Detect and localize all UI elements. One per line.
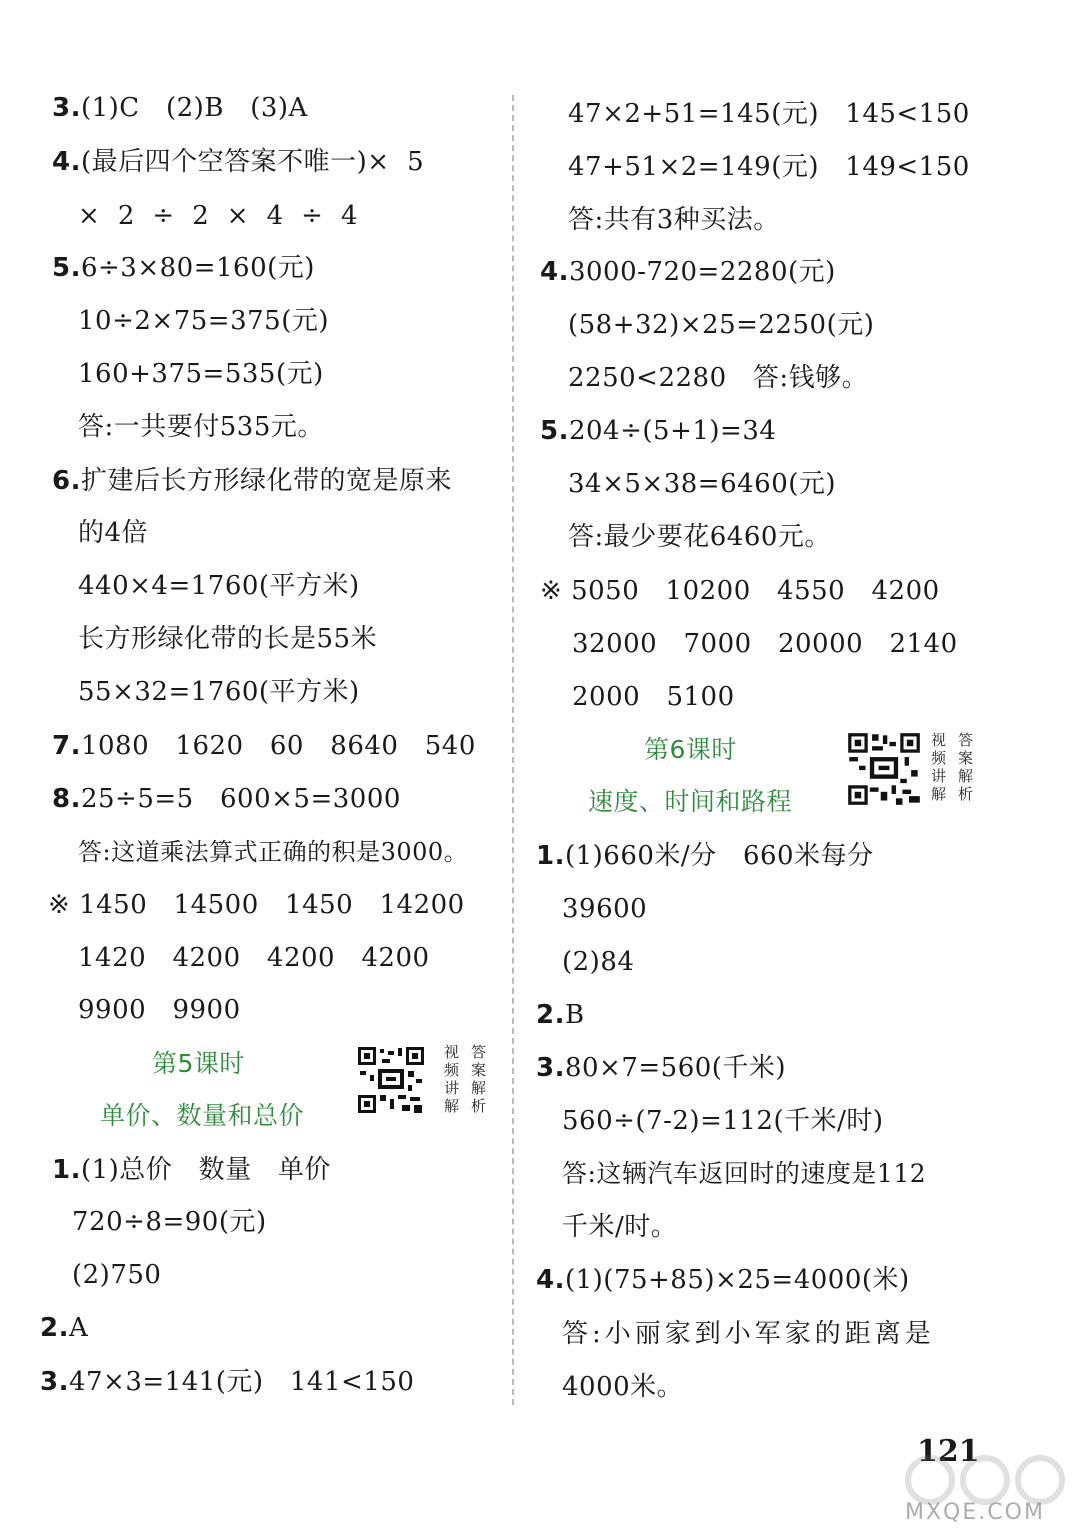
qr-code-icon (356, 1045, 426, 1115)
answer-line: 39600 (562, 894, 648, 924)
answer-line: 2000 5100 (572, 682, 735, 712)
answer-line: 4.3000-720=2280(元) (540, 257, 836, 287)
qr-label-video: 视频讲解 (930, 731, 946, 803)
lesson-topic: 单价、数量和总价 (100, 1101, 305, 1130)
answer-line: 1.(1)总价 数量 单价 (52, 1155, 331, 1185)
answer-line: 55×32=1760(平方米) (78, 677, 360, 707)
answer-line: 47+51×2=149(元) 149<150 (568, 152, 970, 182)
answer-line: 8.25÷5=5 600×5=3000 (52, 784, 401, 814)
answer-line: 的4倍 (78, 518, 149, 548)
answer-line: 560÷(7-2)=112(千米/时) (562, 1106, 884, 1136)
lesson-topic: 速度、时间和路程 (588, 787, 793, 816)
answer-line: 5.204÷(5+1)=34 (540, 416, 777, 446)
lesson-title: 第5课时 (152, 1049, 245, 1078)
answer-line: 34×5×38=6460(元) (568, 469, 837, 499)
qr-label-video: 视频讲解 (443, 1043, 459, 1115)
answer-line: 6.扩建后长方形绿化带的宽是原来 (52, 466, 452, 496)
qr-label-answer: 答案解析 (957, 731, 973, 803)
answer-line: 答:这辆汽车返回时的速度是112 (562, 1159, 927, 1188)
answer-line: 3.80×7=560(千米) (536, 1053, 787, 1083)
answer-line: 2250<2280 答:钱够。 (568, 363, 869, 393)
answer-line: 9900 9900 (78, 995, 241, 1025)
answer-line: 1420 4200 4200 4200 (78, 943, 430, 973)
answer-line: 160+375=535(元) (78, 359, 324, 389)
answer-line: 答:共有3种买法。 (568, 205, 780, 235)
answer-line: ※ 1450 14500 1450 14200 (48, 890, 465, 920)
qr-label-answer: 答案解析 (470, 1043, 486, 1115)
answer-line: 7.1080 1620 60 8640 540 (52, 731, 476, 761)
answer-line: 2.B (536, 1000, 585, 1030)
answer-line: 4.(1)(75+85)×25=4000(米) (536, 1265, 910, 1295)
answer-line: 长方形绿化带的长是55米 (78, 624, 378, 654)
answer-line: (2)750 (72, 1260, 162, 1290)
answer-line: 720÷8=90(元) (72, 1207, 267, 1237)
page-number: 121 (917, 1434, 980, 1469)
answer-line: 32000 7000 20000 2140 (572, 629, 958, 659)
answer-line: × 2 ÷ 2 × 4 ÷ 4 (78, 201, 359, 231)
answer-line: (58+32)×25=2250(元) (568, 310, 875, 340)
answer-line: 47×2+51=145(元) 145<150 (568, 99, 970, 129)
answer-line: 3.(1)C (2)B (3)A (52, 93, 308, 123)
column-divider (512, 95, 514, 1405)
answer-line: 答:一共要付535元。 (78, 412, 324, 442)
answer-line: 答:最少要花6460元。 (568, 522, 831, 552)
lesson-title: 第6课时 (644, 735, 737, 764)
answer-line: 3.47×3=141(元) 141<150 (40, 1367, 415, 1397)
answer-line: ※ 5050 10200 4550 4200 (540, 576, 940, 606)
answer-line: 5.6÷3×80=160(元) (52, 253, 315, 283)
answer-line: 答:这道乘法算式正确的积是3000。 (78, 838, 469, 866)
watermark-text: MXQE.COM (905, 1500, 1045, 1525)
answer-line: (2)84 (562, 947, 635, 977)
answer-line: 4.(最后四个空答案不唯一)× 5 (52, 147, 425, 177)
answer-line: 千米/时。 (562, 1212, 678, 1242)
qr-code-icon (846, 731, 922, 807)
answer-line: 440×4=1760(平方米) (78, 571, 360, 601)
answer-line: 2.A (40, 1313, 89, 1343)
answer-line: 1.(1)660米/分 660米每分 (536, 841, 874, 871)
answer-line: 4000米。 (562, 1372, 684, 1402)
answer-line: 答:小丽家到小军家的距离是 (562, 1319, 935, 1349)
answer-line: 10÷2×75=375(元) (78, 306, 329, 336)
